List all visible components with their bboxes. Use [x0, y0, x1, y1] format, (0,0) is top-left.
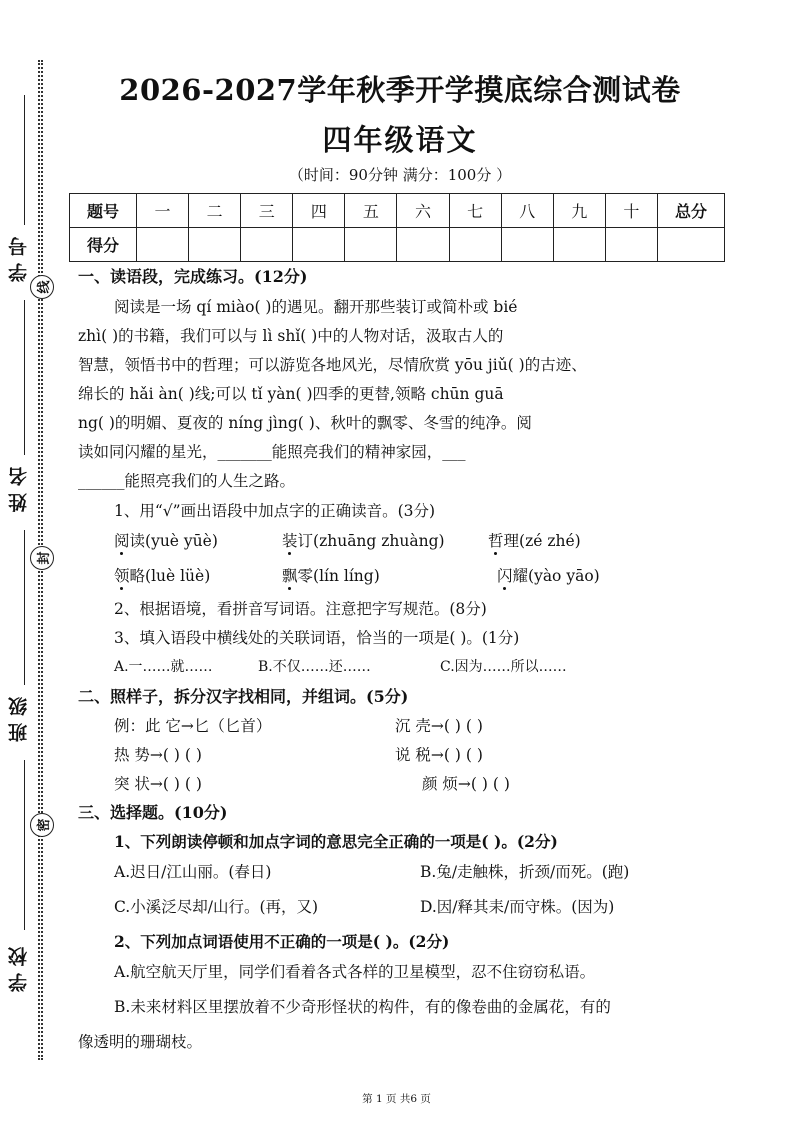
score-cell[interactable]: [137, 228, 189, 262]
total-label: 总分: [658, 194, 725, 228]
col-8: 八: [501, 194, 553, 228]
col-1: 一: [137, 194, 189, 228]
passage-line: 智慧，领悟书中的哲理；可以游览各地风光，尽情欣赏 yōu jiǔ( )的古迹、: [78, 356, 587, 374]
s2-item: 颜 烦→( ) ( ): [422, 775, 510, 793]
s3-question-2: 2、下列加点词语使用不正确的一项是( )。(2分): [114, 932, 450, 951]
seal-feng: 封: [30, 546, 54, 570]
school-line: [24, 760, 25, 930]
s2-item: 说 税→( ) ( ): [395, 746, 483, 764]
s2-item: 热 势→( ) ( ): [114, 746, 202, 764]
s1-q1-option: 阅读(yuè yūè): [114, 532, 218, 550]
s1-q1-option: 领略(luè lüè): [114, 567, 211, 585]
col-2: 二: [189, 194, 241, 228]
col-6: 六: [397, 194, 449, 228]
s3-q1-option-c: C.小溪泛尽却/山行。(再，又): [114, 898, 319, 916]
score-cell[interactable]: [605, 228, 657, 262]
seal-xian: 线: [30, 275, 54, 299]
col-4: 四: [293, 194, 345, 228]
class-line: [24, 530, 25, 685]
passage-line: 阅读是一场 qí miào( )的遇见。翻开那些装订或简朴或 bié: [114, 298, 518, 316]
score-cell[interactable]: [241, 228, 293, 262]
section-2-heading: 二、照样子，拆分汉字找相同，并组词。(5分): [78, 687, 409, 706]
col-5: 五: [345, 194, 397, 228]
score-cell[interactable]: [293, 228, 345, 262]
school-label: 学 校: [8, 947, 30, 993]
seal-mi: 密: [30, 813, 54, 837]
s1-q3-option-c: C.因为……所以……: [440, 659, 567, 675]
s1-question-2: 2、根据语境，看拼音写词语。注意把字写规范。(8分): [114, 600, 487, 618]
s1-q3-option-a: A.一……就……: [114, 659, 213, 675]
page-footer: 第 1 页 共6 页: [362, 1093, 431, 1105]
score-cell[interactable]: [501, 228, 553, 262]
exam-subtitle: 四年级语文: [322, 123, 478, 157]
question-number-label: 题号: [70, 194, 137, 228]
s3-q1-option-b: B.兔/走触株，折颈/而死。(跑): [420, 863, 630, 881]
s3-q2-option-a: A.航空航天厅里，同学们看着各式各样的卫星模型，忍不住窃窃私语。: [114, 963, 596, 981]
s2-item: 例：此 它→匕（匕首）: [114, 717, 272, 735]
score-label: 得分: [70, 228, 137, 262]
col-3: 三: [241, 194, 293, 228]
score-cell[interactable]: [345, 228, 397, 262]
s1-q1-option: 闪耀(yào yāo): [497, 567, 600, 585]
score-cell[interactable]: [449, 228, 501, 262]
score-table-header-row: [70, 194, 725, 228]
section-1-heading: 一、读语段，完成练习。(12分): [78, 267, 308, 286]
student-id-line: [24, 95, 25, 225]
passage-line: zhì( )的书籍，我们可以与 lì shǐ( )中的人物对话，汲取古人的: [78, 327, 504, 345]
s1-question-3: 3、填入语段中横线处的关联词语，恰当的一项是( )。(1分): [114, 629, 520, 647]
score-table-score-row: [70, 228, 725, 262]
passage-line: 绵长的 hǎi àn( )线;可以 tǐ yàn( )四季的更替,领略 chūn guā: [78, 385, 504, 403]
s1-q1-option: 装订(zhuāng zhuàng): [282, 532, 445, 550]
exam-title: 2026-2027学年秋季开学摸底综合测试卷: [119, 73, 681, 107]
score-cell[interactable]: [189, 228, 241, 262]
score-table: [69, 193, 725, 262]
passage-line: 读如同闪耀的星光，_______能照亮我们的精神家园，___: [78, 443, 466, 461]
s1-q1-option: 哲理(zé zhé): [488, 532, 581, 550]
s1-q3-option-b: B.不仅……还……: [258, 659, 371, 675]
total-score-cell[interactable]: [658, 228, 725, 262]
score-cell[interactable]: [553, 228, 605, 262]
s2-item: 沉 壳→( ) ( ): [395, 717, 483, 735]
s3-q2-option-b: B.未来材料区里摆放着不少奇形怪状的构件，有的像卷曲的金属花，有的: [114, 998, 611, 1016]
col-7: 七: [449, 194, 501, 228]
name-label: 姓 名: [8, 467, 30, 513]
exam-info: （时间：90分钟 满分：100分 ）: [288, 166, 512, 184]
passage-line: ng( )的明媚、夏夜的 níng jìng( )、秋叶的飘零、冬雪的纯净。阅: [78, 414, 532, 432]
s1-q1-option: 飘零(lín líng): [282, 567, 380, 585]
s3-q2-option-b-cont: 像透明的珊瑚枝。: [78, 1033, 203, 1051]
score-cell[interactable]: [397, 228, 449, 262]
s3-q1-option-d: D.因/释其耒/而守株。(因为): [420, 898, 615, 916]
student-id-label: 学 号: [8, 237, 30, 283]
section-3-heading: 三、选择题。(10分): [78, 803, 228, 822]
s3-q1-option-a: A.迟日/江山丽。(春日): [114, 863, 272, 881]
name-line: [24, 300, 25, 455]
s2-item: 突 状→( ) ( ): [114, 775, 202, 793]
s3-question-1: 1、下列朗读停顿和加点字词的意思完全正确的一项是( )。(2分): [114, 832, 558, 851]
col-10: 十: [605, 194, 657, 228]
col-9: 九: [553, 194, 605, 228]
s1-question-1: 1、用“√”画出语段中加点字的正确读音。(3分): [114, 502, 436, 520]
passage-line: ______能照亮我们的人生之路。: [78, 472, 296, 490]
class-label: 班 级: [8, 697, 30, 743]
